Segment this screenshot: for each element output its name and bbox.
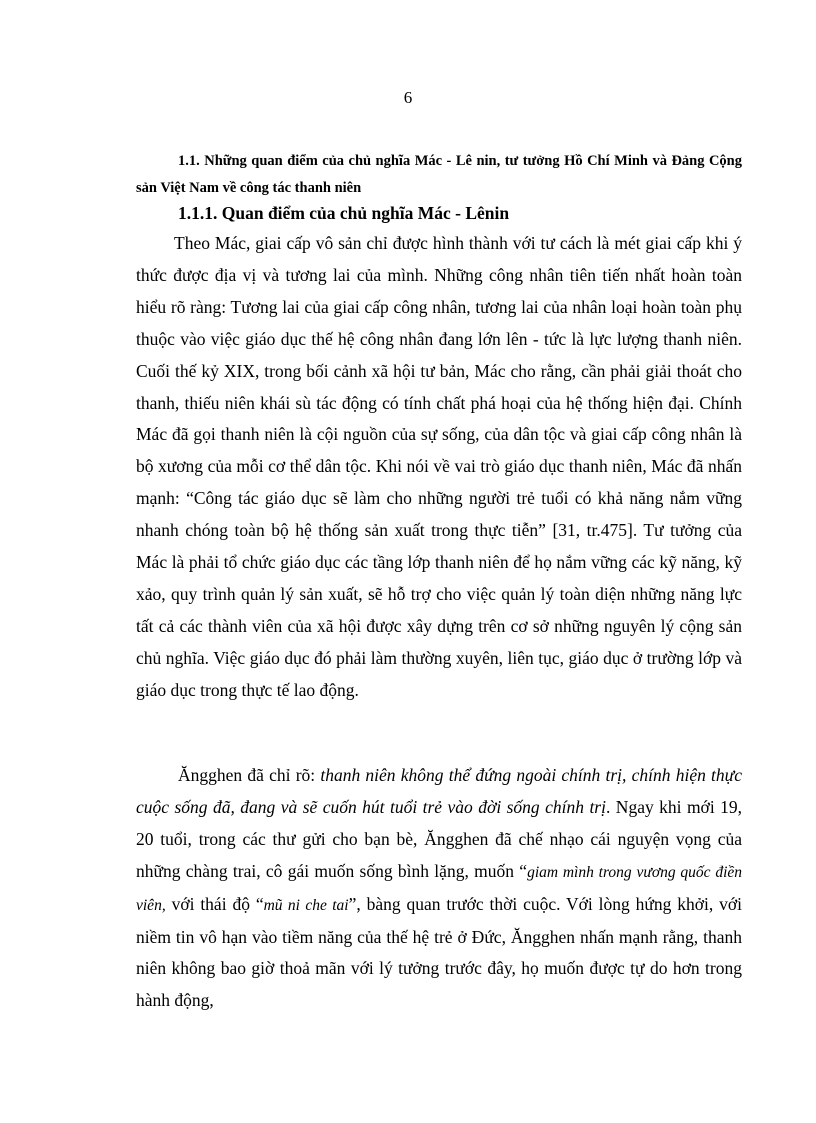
section-heading: 1.1. Những quan điểm của chủ nghĩa Mác - Lê nin, tư tưởng Hồ Chí Minh và Đảng Cộng sản Việt Nam về công tác thanh niên xyxy=(136,153,742,196)
paragraph-2-italic-phrase-2: mũ ni che tai xyxy=(263,896,349,914)
subsection-heading: 1.1.1. Quan điểm của chủ nghĩa Mác - Lênin xyxy=(178,203,510,223)
paragraph-2-italic-quote: thanh niên không thể đứng ngoài chính trị, chính hiện thực cuộc sống đã, đang và sẽ cuốn hút tuổi trẻ vào đời sống chính trị xyxy=(136,765,742,817)
paragraph-2-italic-phrase: giam mình trong vương quốc điền viên, xyxy=(136,863,743,914)
body-paragraph-1: Theo Mác, giai cấp vô sản chỉ được hình thành với tư cách là mét giai cấp khi ý thức được địa vị và tương lai của mình. Những công nhân tiên tiến nhất hoàn toàn hiểu rõ ràng: Tương lai của giai cấp công nhân, tương lai của nhân loại hoàn toàn phụ thuộc vào việc giáo dục thế hệ công nhân đang lớn lên - tức là lực lượng thanh niên. Cuối thế kỷ XIX, trong bối cảnh xã hội tư bản, Mác cho rằng, cần phải giải thoát cho thanh, thiếu niên khái sù tác động có tính chất phá hoại của hệ thống hiện đại. Chính Mác đã gọi thanh niên là cội nguồn của sự sống, của dân tộc và giai cấp công nhân là bộ xương của mỗi cơ thể dân tộc. Khi nói về vai trò giáo dục thanh niên, Mác đã nhấn mạnh: “Công tác giáo dục sẽ làm cho những người trẻ tuổi có khả năng nắm vững nhanh chóng toàn bộ hệ thống sản xuất trong thực tiễn” [31, tr.475]. Tư tưởng của Mác là phải tổ chức giáo dục các tầng lớp thanh niên để họ nắm vững các kỹ năng, kỹ xảo, quy trình quản lý sản xuất, sẽ hỗ trợ cho việc quản lý toàn diện những năng lực tất cả các thành viên của xã hội được xây dựng trên cơ sở những nguyên lý cộng sản chủ nghĩa. Việc giáo dục đó phải làm thường xuyên, liên tục, giáo dục ở trường lớp và giáo dục trong thực tế lao động. xyxy=(136,233,742,700)
paragraph-2-middle: với thái độ “ xyxy=(165,893,264,914)
paragraph-2-after-quote: . Ngay khi mới 19, 20 tuổi, trong các thư gửi cho bạn bè, Ăngghen đã chế nhạo cái nguyện vọng của những chàng trai, cô gái muốn sống bình lặng, muốn “ xyxy=(136,796,742,881)
paragraph-2-lead: Ăngghen đã chỉ rõ: xyxy=(178,765,321,785)
body-paragraph-2 xyxy=(136,760,742,1017)
page-number: 6 xyxy=(403,88,413,107)
paragraph-2-tail: ”, bàng quan trước thời cuộc. Với lòng hứng khởi, với niềm tin vô hạn vào tiềm năng của thế hệ trẻ ở Đức, Ăngghen nhấn mạnh rằng, thanh niên không bao giờ thoả mãn với lý tưởng trước đây, họ muốn được tự do hơn trong hành động, xyxy=(136,893,743,1011)
